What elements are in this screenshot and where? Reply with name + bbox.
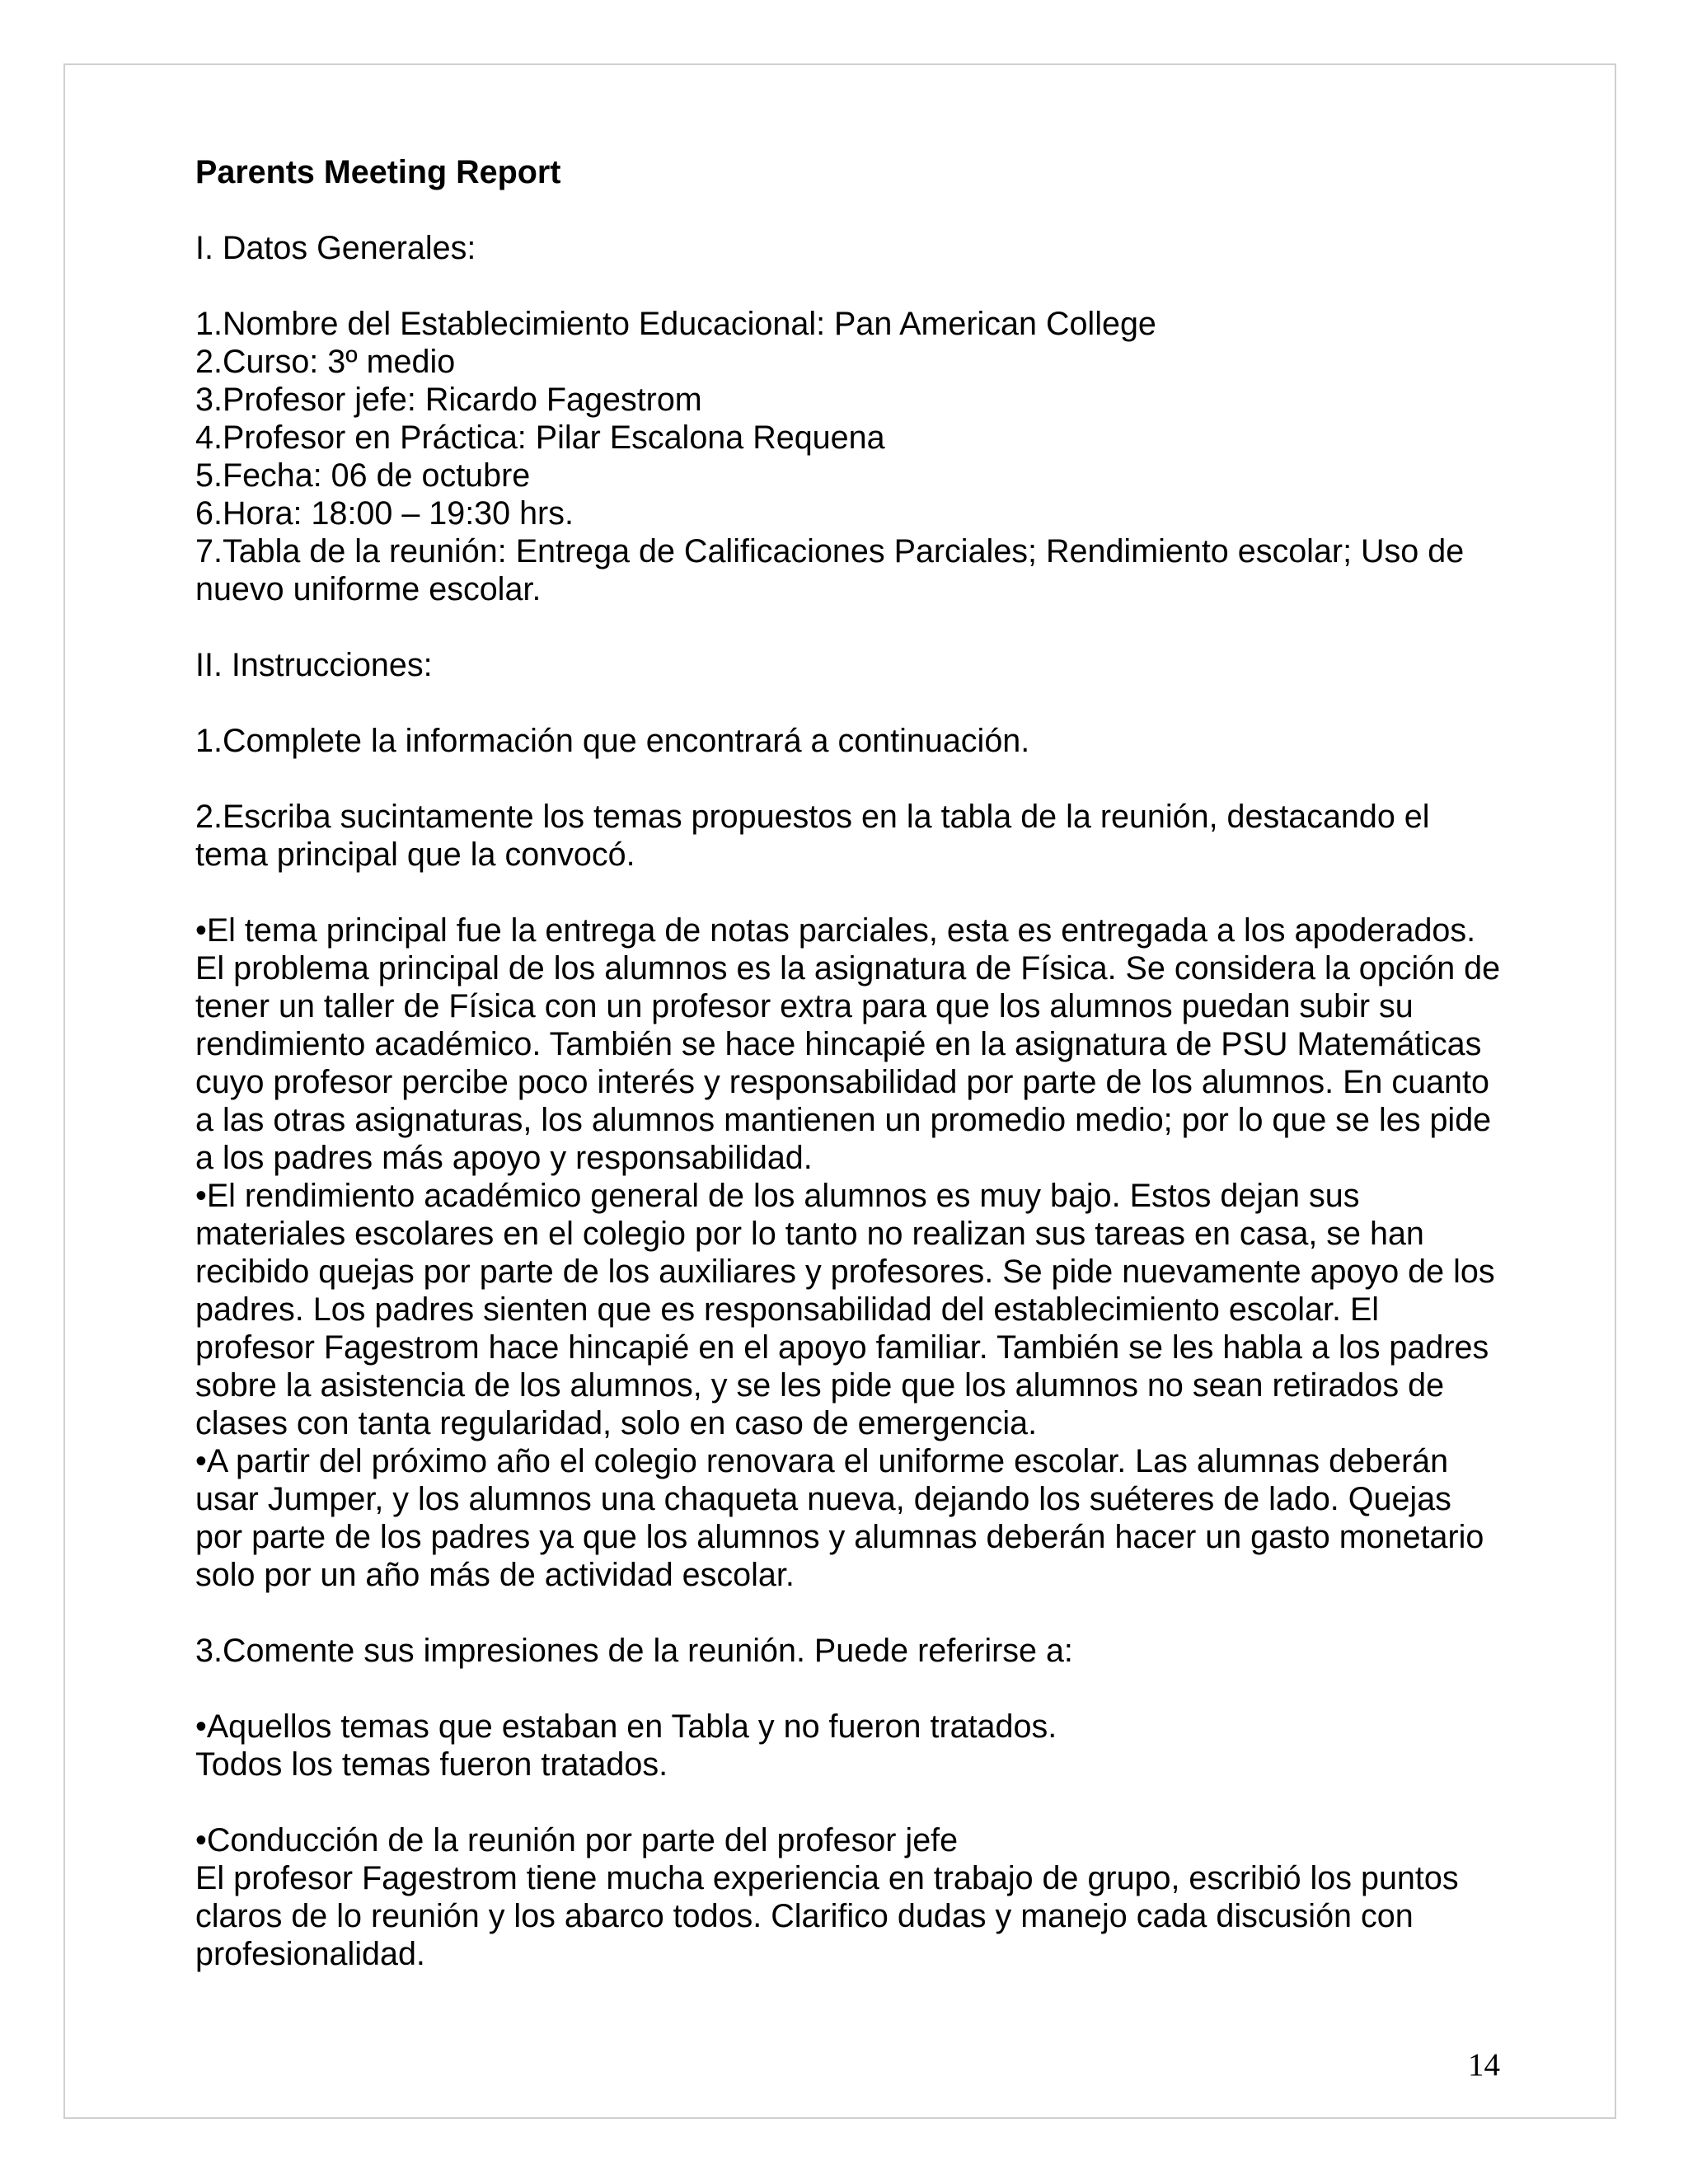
impression-answer-conduccion: El profesor Fagestrom tiene mucha experiencia en trabajo de grupo, escribió los puntos claros de lo reunión y los abarco todos. Clarifico dudas y manejo cada discusión con profesionalidad. bbox=[195, 1860, 1459, 1972]
instruction-comente: 3.Comente sus impresiones de la reunión. Puede referirse a: bbox=[195, 1633, 1073, 1669]
bullet-uniforme: •A partir del próximo año el colegio renovara el uniforme escolar. Las alumnas deberán usar Jumper, y los alumnos una chaqueta nueva, dejando los suéteres de lado. Quejas por parte de los padres ya que los alumnos y alumnas deberán hacer un gasto monetario solo por un año más de actividad escolar. bbox=[195, 1443, 1484, 1593]
instruction-complete: 1.Complete la información que encontrará a continuación. bbox=[195, 723, 1030, 759]
bullet-rendimiento: •El rendimiento académico general de los alumnos es muy bajo. Estos dejan sus materiales escolares en el colegio por lo tanto no realizan sus tareas en casa, se han recibido quejas por parte de los auxiliares y profesores. Se pide nuevamente apoyo de los padres. Los padres sienten que es responsabilidad del establecimiento escolar. El profesor Fagestrom hace hincapié en el apoyo familiar. También se les habla a los padres sobre la asistencia de los alumnos, y se les pide que los alumnos no sean retirados de clases con tanta regularidad, solo en caso de emergencia. bbox=[195, 1178, 1495, 1441]
section-heading-datos-generales: I. Datos Generales: bbox=[195, 230, 476, 266]
info-item-hora: 6.Hora: 18:00 – 19:30 hrs. bbox=[195, 495, 574, 532]
impression-answer-temas: Todos los temas fueron tratados. bbox=[195, 1746, 668, 1783]
info-item-tabla: 7.Tabla de la reunión: Entrega de Calificaciones Parciales; Rendimiento escolar; Uso de nuevo uniforme escolar. bbox=[195, 533, 1465, 607]
info-item-establecimiento: 1.Nombre del Establecimiento Educacional: Pan American College bbox=[195, 306, 1156, 342]
bullet-notas-parciales: •El tema principal fue la entrega de notas parciales, esta es entregada a los apoderados. El problema principal de los alumnos es la asignatura de Física. Se considera la opción de tener un taller de Física con un profesor extra para que los alumnos puedan subir su rendimiento académico. También se hace hincapié en la asignatura de PSU Matemáticas cuyo profesor percibe poco interés y responsabilidad por parte de los alumnos. En cuanto a las otras asignaturas, los alumnos mantienen un promedio medio; por lo que se les pide a los padres más apoyo y responsabilidad. bbox=[195, 912, 1501, 1176]
impression-question-conduccion: •Conducción de la reunión por parte del profesor jefe bbox=[195, 1822, 959, 1858]
info-item-curso: 2.Curso: 3º medio bbox=[195, 344, 456, 380]
instruction-escriba: 2.Escriba sucintamente los temas propuestos en la tabla de la reunión, destacando el tema principal que la convocó. bbox=[195, 799, 1430, 873]
section-heading-instrucciones: II. Instrucciones: bbox=[195, 647, 433, 683]
impression-question-temas: •Aquellos temas que estaban en Tabla y no fueron tratados. bbox=[195, 1708, 1057, 1745]
document-body bbox=[195, 153, 1502, 1973]
info-item-profesor-jefe: 3.Profesor jefe: Ricardo Fagestrom bbox=[195, 382, 702, 418]
document-title: Parents Meeting Report bbox=[195, 154, 561, 190]
page-number: 14 bbox=[1468, 2047, 1500, 2083]
info-item-fecha: 5.Fecha: 06 de octubre bbox=[195, 457, 531, 494]
info-item-profesor-practica: 4.Profesor en Práctica: Pilar Escalona Requena bbox=[195, 419, 885, 456]
